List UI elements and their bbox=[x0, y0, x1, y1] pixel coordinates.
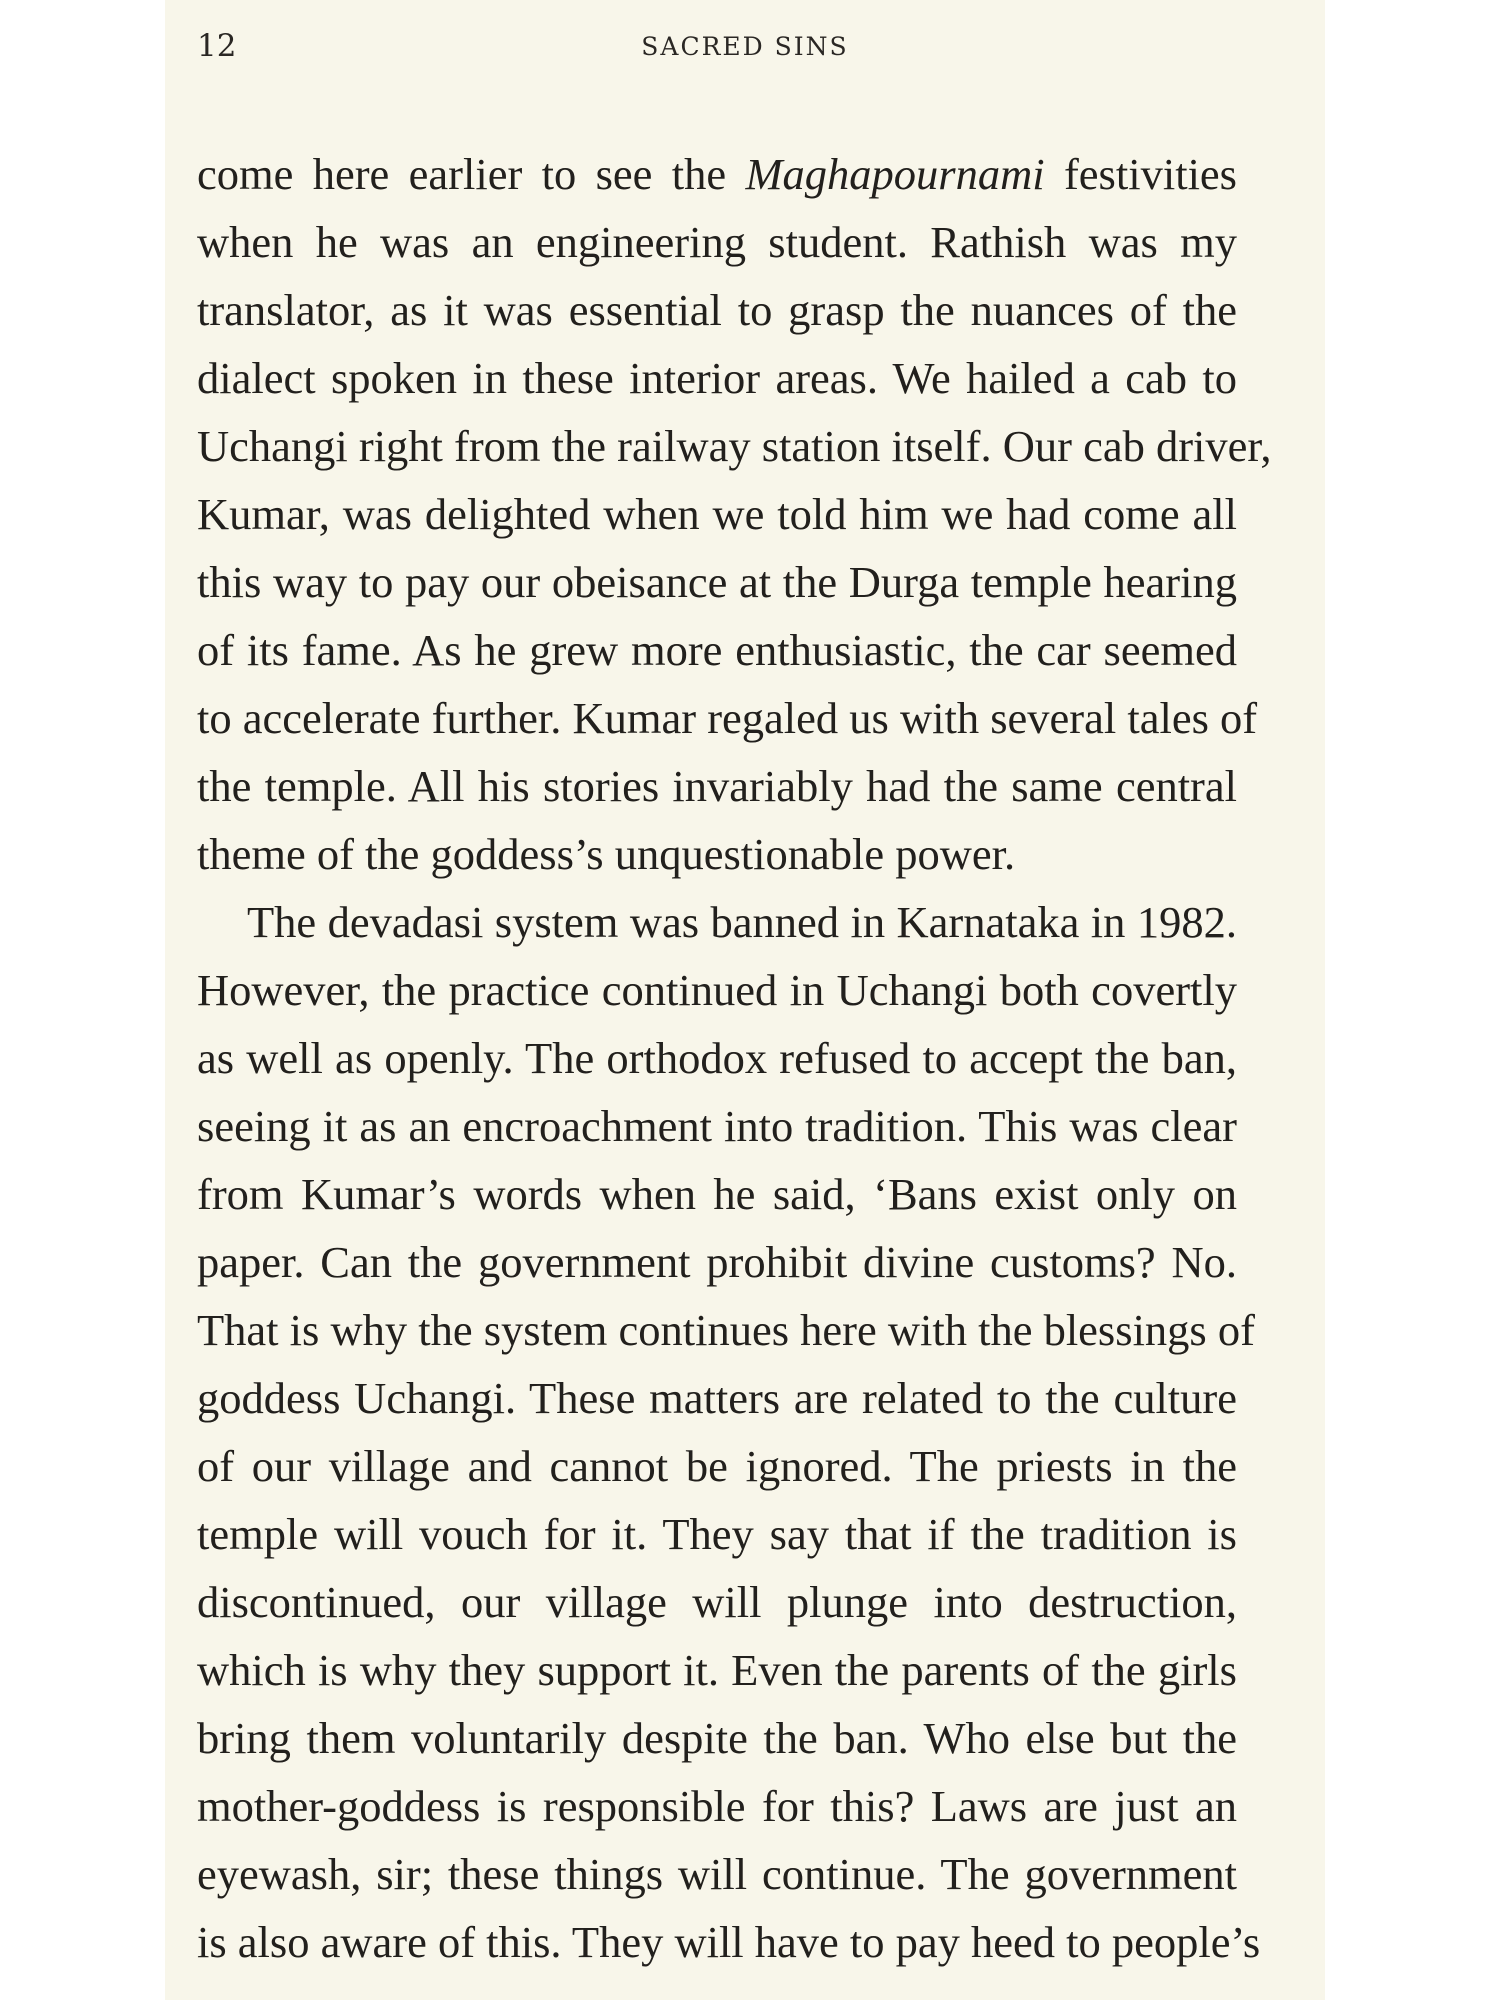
text-line: temple will vouch for it. They say that if the tradition is bbox=[197, 1509, 1237, 1559]
text-line: However, the practice continued in Uchangi both covertly bbox=[197, 965, 1237, 1015]
text-line: Kumar, was delighted when we told him we had come all bbox=[197, 489, 1237, 539]
line-part: festivities bbox=[1044, 149, 1238, 199]
text-line: of its fame. As he grew more enthusiastic, the car seemed bbox=[197, 625, 1237, 675]
text-line: eyewash, sir; these things will continue. The government bbox=[197, 1849, 1237, 1899]
text-line: Uchangi right from the railway station itself. Our cab driver, bbox=[197, 421, 1272, 471]
text-line: goddess Uchangi. These matters are related to the culture bbox=[197, 1373, 1237, 1423]
text-line: which is why they support it. Even the parents of the girls bbox=[197, 1645, 1237, 1695]
text-line: paper. Can the government prohibit divine customs? No. bbox=[197, 1237, 1237, 1287]
page-number: 12 bbox=[197, 28, 237, 64]
line-part: come here earlier to see the bbox=[197, 149, 746, 199]
running-title: SACRED SINS bbox=[641, 32, 849, 61]
text-line: the temple. All his stories invariably had the same central bbox=[197, 761, 1237, 811]
text-line: as well as openly. The orthodox refused to accept the ban, bbox=[197, 1033, 1237, 1083]
text-line: bring them voluntarily despite the ban. Who else but the bbox=[197, 1713, 1237, 1763]
text-line: is also aware of this. They will have to pay heed to people’s bbox=[197, 1917, 1261, 1967]
body-text bbox=[197, 140, 1272, 1976]
paragraph-1 bbox=[197, 140, 1272, 888]
italic-term: Maghapournami bbox=[745, 149, 1045, 199]
text-line: when he was an engineering student. Rathish was my bbox=[197, 217, 1237, 267]
text-line: That is why the system continues here with the blessings of bbox=[197, 1305, 1255, 1355]
text-line: discontinued, our village will plunge into destruction, bbox=[197, 1577, 1237, 1627]
text-line: mother-goddess is responsible for this? Laws are just an bbox=[197, 1781, 1237, 1831]
text-line: of our village and cannot be ignored. The priests in the bbox=[197, 1441, 1237, 1491]
text-line: to accelerate further. Kumar regaled us with several tales of bbox=[197, 693, 1258, 743]
page-header bbox=[197, 28, 1293, 68]
paragraph-2 bbox=[197, 888, 1261, 1976]
text-line: from Kumar’s words when he said, ‘Bans exist only on bbox=[197, 1169, 1237, 1219]
text-line: seeing it as an encroachment into tradition. This was clear bbox=[197, 1101, 1237, 1151]
text-line: dialect spoken in these interior areas. We hailed a cab to bbox=[197, 353, 1237, 403]
text-line bbox=[197, 140, 1237, 208]
text-line: this way to pay our obeisance at the Durga temple hearing bbox=[197, 557, 1237, 607]
text-line: The devadasi system was banned in Karnataka in 1982. bbox=[247, 897, 1237, 947]
text-line: translator, as it was essential to grasp the nuances of the bbox=[197, 285, 1237, 335]
book-page bbox=[165, 0, 1325, 2000]
text-line: theme of the goddess’s unquestionable power. bbox=[197, 829, 1016, 879]
